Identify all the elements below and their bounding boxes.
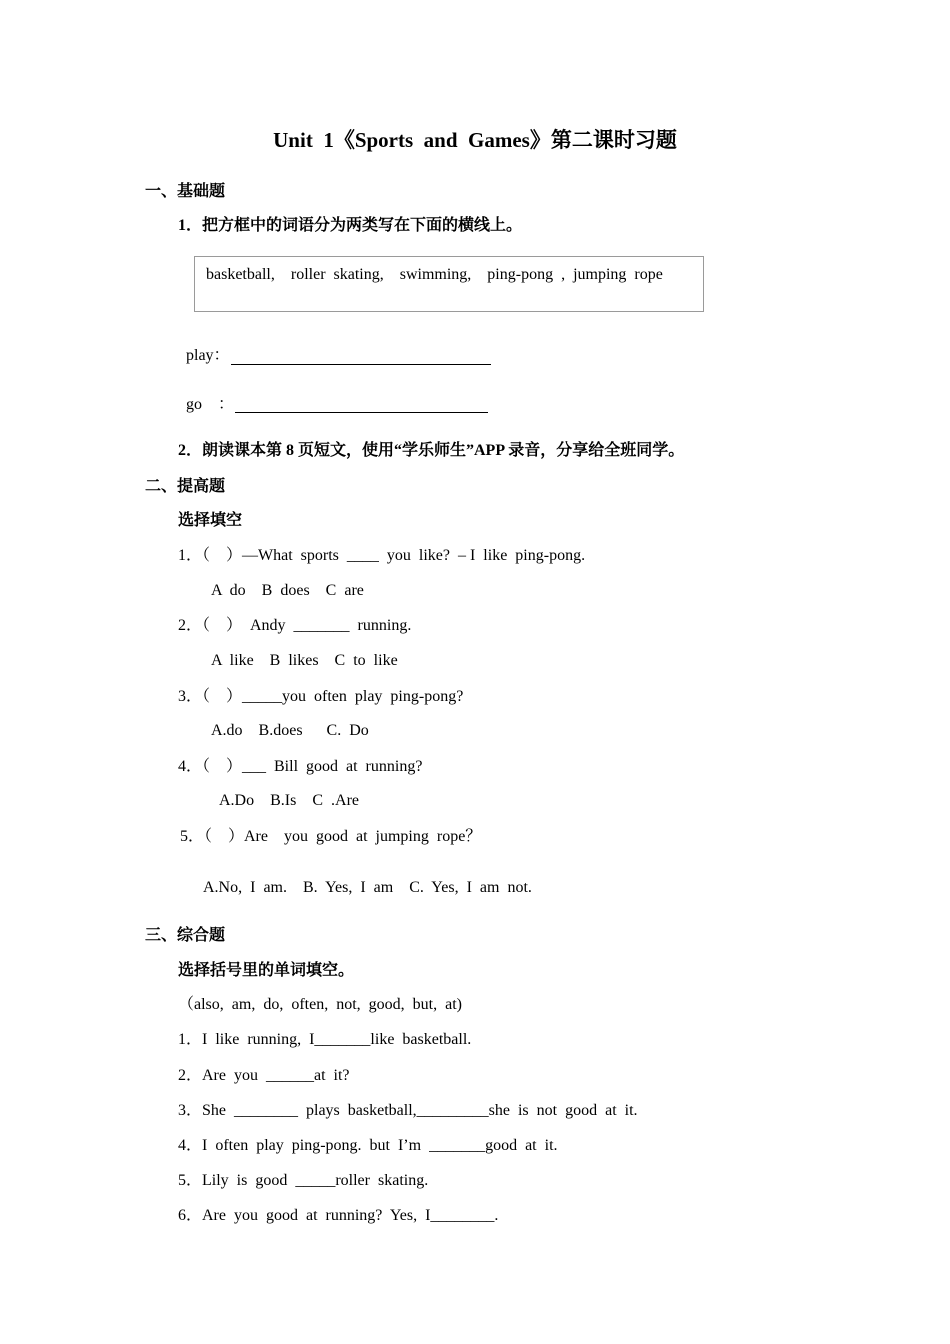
choice-options: A do B does C are (211, 582, 364, 599)
question-2-prompt: 2．朗读课本第 8 页短文，使用“学乐师生”APP 录音，分享给全班同学。 (178, 442, 685, 459)
section-heading-comprehensive: 三、综合题 (145, 927, 226, 944)
word-box-text: basketball, roller skating, swimming, ping-pong , jumping rope (206, 266, 663, 283)
play-answer-line[interactable] (231, 364, 491, 365)
go-label: go ： (186, 396, 235, 413)
choice-question: 3．（ ）_____you often play ping-pong? (178, 688, 464, 705)
fill-blank-item: 4．I often play ping-pong. but I’m _______good at it. (178, 1137, 558, 1154)
question-1-prompt: 1．把方框中的词语分为两类写在下面的横线上。 (178, 217, 523, 234)
fill-blank-item: 2．Are you ______at it? (178, 1067, 350, 1084)
word-bank: （also, am, do, often, not, good, but, at) (178, 996, 462, 1013)
choice-options: A like B likes C to like (211, 652, 398, 669)
fill-blank-item: 1．I like running, I_______like basketball. (178, 1031, 472, 1048)
choice-options: A.No, I am. B. Yes, I am C. Yes, I am not. (203, 879, 532, 896)
choice-options: A.Do B.Is C .Are (219, 792, 359, 809)
play-label: play： (186, 347, 230, 364)
choice-question: 2．（ ） Andy _______ running. (178, 617, 412, 634)
choice-question: 4．（ ）___ Bill good at running? (178, 758, 423, 775)
fill-blank-item: 5．Lily is good _____roller skating. (178, 1172, 429, 1189)
section-heading-basic: 一、基础题 (145, 183, 226, 200)
fill-blank-item: 6．Are you good at running? Yes, I________. (178, 1207, 499, 1224)
page-title: Unit 1《Sports and Games》第二课时习题 (273, 128, 677, 152)
choice-question: 5．（ ）Are you good at jumping rope？ (180, 828, 482, 845)
fill-blank-item: 3．She ________ plays basketball,_________she is not good at it. (178, 1102, 638, 1119)
section-heading-improve: 二、提高题 (145, 478, 226, 495)
choice-options: A.do B.does C. Do (211, 722, 369, 739)
word-box (194, 256, 704, 312)
go-answer-line[interactable] (235, 412, 488, 413)
comprehensive-subheading: 选择括号里的单词填空。 (178, 962, 355, 979)
choice-question: 1．（ ）—What sports ____ you like? – I like ping-pong. (178, 547, 586, 564)
improve-subheading: 选择填空 (178, 512, 243, 529)
